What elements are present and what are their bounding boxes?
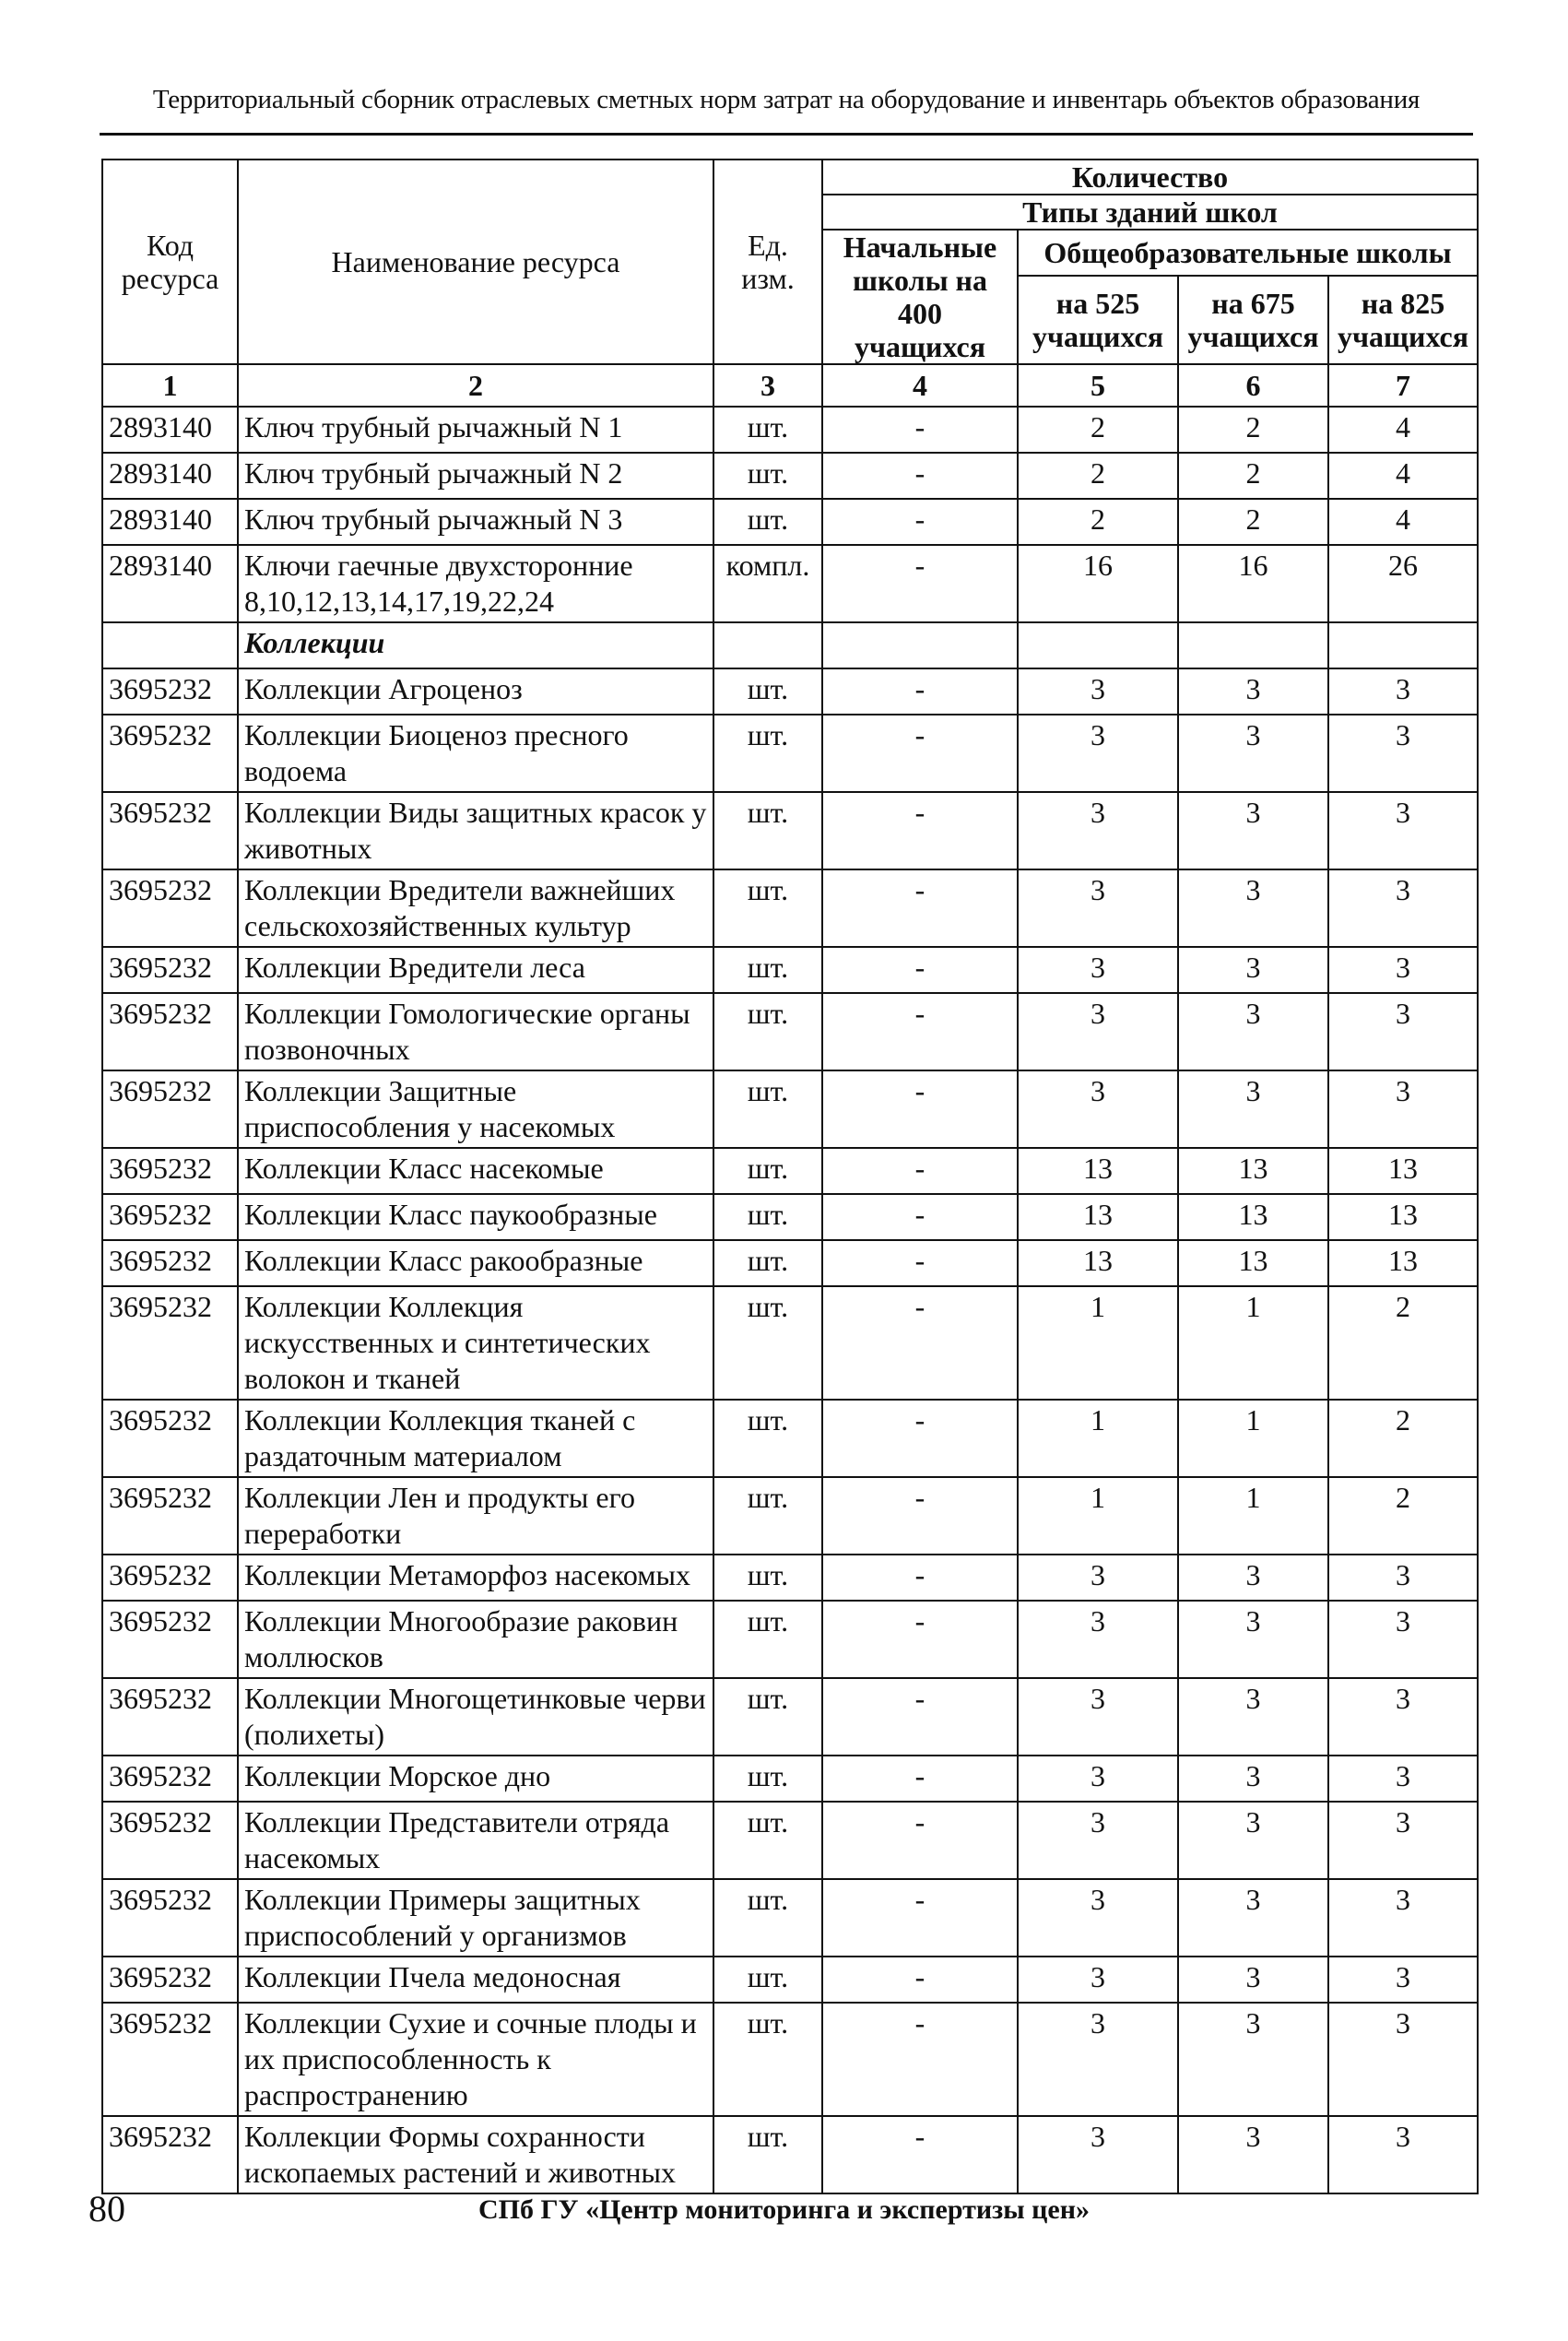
- cell-code: 3695232: [102, 2003, 238, 2116]
- cell-qty-675: 1: [1178, 1400, 1328, 1477]
- cell-name: Коллекции Гомологические органы позвоночных: [238, 993, 713, 1070]
- cell-name: Коллекции Коллекция искусственных и синтетических волокон и тканей: [238, 1286, 713, 1400]
- cell-code: 3695232: [102, 1070, 238, 1148]
- table-head: [102, 160, 1478, 407]
- cell-qty-825: 13: [1328, 1194, 1478, 1240]
- cell-unit: шт.: [713, 715, 822, 792]
- cell-qty-525: 3: [1018, 1601, 1178, 1678]
- cell-name: Коллекции Класс паукообразные: [238, 1194, 713, 1240]
- cell-qty-525: 16: [1018, 545, 1178, 622]
- cell-qty-825: 13: [1328, 1240, 1478, 1286]
- table-row: [102, 1879, 1478, 1957]
- cell-qty-675: 13: [1178, 1240, 1328, 1286]
- cell-unit: шт.: [713, 1070, 822, 1148]
- cell-unit: шт.: [713, 1194, 822, 1240]
- cell-qty-525: 13: [1018, 1148, 1178, 1194]
- table-row: [102, 947, 1478, 993]
- cell-name: Коллекции Многощетинковые черви (полихеты): [238, 1678, 713, 1756]
- head-general-675: на 675 учащихся: [1178, 276, 1328, 364]
- cell-qty-primary-400: -: [822, 947, 1018, 993]
- cell-qty-675: 3: [1178, 869, 1328, 947]
- cell-qty-675: 1: [1178, 1286, 1328, 1400]
- cell-unit: шт.: [713, 1802, 822, 1879]
- col-number: 3: [713, 364, 822, 407]
- cell-qty-825: 4: [1328, 499, 1478, 545]
- cell-unit: шт.: [713, 1286, 822, 1400]
- cell-unit: шт.: [713, 1555, 822, 1601]
- head-name: Наименование ресурса: [238, 160, 713, 364]
- cell-empty: [1018, 622, 1178, 668]
- cell-qty-primary-400: -: [822, 1601, 1018, 1678]
- cell-code: 3695232: [102, 1555, 238, 1601]
- cell-code: 2893140: [102, 453, 238, 499]
- cell-qty-825: 2: [1328, 1286, 1478, 1400]
- cell-code: 2893140: [102, 499, 238, 545]
- section-row: [102, 622, 1478, 668]
- cell-code: 3695232: [102, 2116, 238, 2193]
- cell-qty-825: 3: [1328, 2116, 1478, 2193]
- cell-code: 2893140: [102, 407, 238, 453]
- cell-name: Коллекции Виды защитных красок у животных: [238, 792, 713, 869]
- cell-qty-825: 4: [1328, 407, 1478, 453]
- table-row: [102, 1070, 1478, 1148]
- cell-code: 3695232: [102, 1477, 238, 1555]
- cell-qty-primary-400: -: [822, 1148, 1018, 1194]
- cell-qty-primary-400: -: [822, 1802, 1018, 1879]
- cell-qty-675: 1: [1178, 1477, 1328, 1555]
- cell-code: 3695232: [102, 1240, 238, 1286]
- col-number: 1: [102, 364, 238, 407]
- cell-qty-525: 1: [1018, 1286, 1178, 1400]
- cell-qty-primary-400: -: [822, 1286, 1018, 1400]
- table-row: [102, 1555, 1478, 1601]
- col-number: 5: [1018, 364, 1178, 407]
- table-row: [102, 2003, 1478, 2116]
- cell-qty-675: 2: [1178, 453, 1328, 499]
- cell-qty-primary-400: -: [822, 407, 1018, 453]
- cell-unit: шт.: [713, 1148, 822, 1194]
- cell-qty-525: 3: [1018, 1802, 1178, 1879]
- cell-qty-primary-400: -: [822, 2003, 1018, 2116]
- cell-unit: шт.: [713, 1678, 822, 1756]
- cell-qty-675: 13: [1178, 1194, 1328, 1240]
- cell-code: 3695232: [102, 1286, 238, 1400]
- cell-qty-primary-400: -: [822, 1555, 1018, 1601]
- cell-qty-525: 3: [1018, 2116, 1178, 2193]
- cell-qty-primary-400: -: [822, 668, 1018, 715]
- col-number: 4: [822, 364, 1018, 407]
- cell-code: 3695232: [102, 1400, 238, 1477]
- table-row: [102, 1802, 1478, 1879]
- cell-empty: [1328, 622, 1478, 668]
- norms-table: [101, 159, 1479, 2194]
- cell-qty-675: 3: [1178, 1601, 1328, 1678]
- cell-code: 3695232: [102, 993, 238, 1070]
- cell-qty-675: 3: [1178, 792, 1328, 869]
- cell-qty-525: 13: [1018, 1240, 1178, 1286]
- cell-qty-675: 3: [1178, 715, 1328, 792]
- cell-code: 3695232: [102, 1148, 238, 1194]
- table-row: [102, 1957, 1478, 2003]
- cell-qty-525: 3: [1018, 993, 1178, 1070]
- cell-unit: шт.: [713, 869, 822, 947]
- cell-unit: шт.: [713, 1601, 822, 1678]
- cell-qty-primary-400: -: [822, 792, 1018, 869]
- table-row: [102, 668, 1478, 715]
- cell-name: Коллекции Формы сохранности ископаемых растений и животных: [238, 2116, 713, 2193]
- cell-qty-675: 3: [1178, 1678, 1328, 1756]
- page-number: 80: [88, 2188, 125, 2229]
- table-row: [102, 1678, 1478, 1756]
- cell-qty-primary-400: -: [822, 993, 1018, 1070]
- cell-qty-525: 1: [1018, 1477, 1178, 1555]
- cell-qty-525: 3: [1018, 947, 1178, 993]
- cell-code: 3695232: [102, 1601, 238, 1678]
- cell-code: 3695232: [102, 1802, 238, 1879]
- table-row: [102, 1194, 1478, 1240]
- cell-qty-675: 3: [1178, 947, 1328, 993]
- cell-qty-525: 3: [1018, 1879, 1178, 1957]
- cell-qty-525: 3: [1018, 1957, 1178, 2003]
- table-row: [102, 499, 1478, 545]
- cell-name: Коллекции Агроценоз: [238, 668, 713, 715]
- cell-qty-675: 3: [1178, 1756, 1328, 1802]
- cell-qty-675: 2: [1178, 407, 1328, 453]
- cell-qty-675: 3: [1178, 1879, 1328, 1957]
- table-row: [102, 869, 1478, 947]
- head-general-525: на 525 учащихся: [1018, 276, 1178, 364]
- cell-empty: [822, 622, 1018, 668]
- cell-qty-675: 2: [1178, 499, 1328, 545]
- cell-qty-675: 3: [1178, 668, 1328, 715]
- cell-code: 3695232: [102, 1957, 238, 2003]
- cell-qty-primary-400: -: [822, 1240, 1018, 1286]
- head-code: Код ресурса: [102, 160, 238, 364]
- table-row: [102, 1400, 1478, 1477]
- cell-unit: шт.: [713, 2116, 822, 2193]
- cell-unit: шт.: [713, 668, 822, 715]
- cell-unit: шт.: [713, 993, 822, 1070]
- cell-qty-825: 3: [1328, 1957, 1478, 2003]
- page-header: Территориальный сборник отраслевых сметных норм затрат на оборудование и инвентарь объектов образования: [152, 85, 1421, 114]
- cell-qty-primary-400: -: [822, 869, 1018, 947]
- cell-qty-675: 3: [1178, 2116, 1328, 2193]
- cell-code: [102, 622, 238, 668]
- cell-name: Коллекции Класс ракообразные: [238, 1240, 713, 1286]
- header-divider: [100, 133, 1473, 136]
- cell-qty-825: 3: [1328, 947, 1478, 993]
- cell-qty-525: 2: [1018, 407, 1178, 453]
- table-row: [102, 1148, 1478, 1194]
- cell-name: Ключ трубный рычажный N 1: [238, 407, 713, 453]
- cell-code: 3695232: [102, 947, 238, 993]
- cell-unit: шт.: [713, 2003, 822, 2116]
- cell-qty-675: 13: [1178, 1148, 1328, 1194]
- cell-qty-825: 2: [1328, 1400, 1478, 1477]
- cell-name: Коллекции Метаморфоз насекомых: [238, 1555, 713, 1601]
- cell-qty-525: 2: [1018, 499, 1178, 545]
- cell-code: 3695232: [102, 1756, 238, 1802]
- cell-empty: [713, 622, 822, 668]
- cell-name: Коллекции Коллекция тканей с раздаточным материалом: [238, 1400, 713, 1477]
- cell-code: 3695232: [102, 792, 238, 869]
- cell-name: Коллекции Вредители леса: [238, 947, 713, 993]
- cell-qty-825: 3: [1328, 1678, 1478, 1756]
- cell-unit: шт.: [713, 1240, 822, 1286]
- cell-qty-525: 3: [1018, 869, 1178, 947]
- cell-qty-primary-400: -: [822, 1400, 1018, 1477]
- cell-qty-primary-400: -: [822, 1070, 1018, 1148]
- cell-qty-primary-400: -: [822, 715, 1018, 792]
- cell-qty-675: 16: [1178, 545, 1328, 622]
- cell-code: 3695232: [102, 715, 238, 792]
- cell-qty-825: 3: [1328, 668, 1478, 715]
- head-general-schools: Общеобразовательные школы: [1018, 230, 1478, 276]
- table-row: [102, 1477, 1478, 1555]
- table-row: [102, 1601, 1478, 1678]
- cell-qty-primary-400: -: [822, 1957, 1018, 2003]
- cell-code: 3695232: [102, 668, 238, 715]
- table-row: [102, 407, 1478, 453]
- cell-qty-825: 3: [1328, 715, 1478, 792]
- table-row: [102, 453, 1478, 499]
- cell-name: Коллекции Вредители важнейших сельскохозяйственных культур: [238, 869, 713, 947]
- cell-qty-525: 3: [1018, 1678, 1178, 1756]
- head-general-825: на 825 учащихся: [1328, 276, 1478, 364]
- cell-unit: шт.: [713, 1400, 822, 1477]
- cell-qty-525: 2: [1018, 453, 1178, 499]
- cell-qty-525: 3: [1018, 668, 1178, 715]
- table-row: [102, 2116, 1478, 2193]
- cell-qty-525: 3: [1018, 1555, 1178, 1601]
- table-row: [102, 1756, 1478, 1802]
- cell-name: Коллекции Морское дно: [238, 1756, 713, 1802]
- head-quantity: Количество: [822, 160, 1478, 195]
- cell-unit: шт.: [713, 792, 822, 869]
- cell-qty-825: 3: [1328, 869, 1478, 947]
- cell-code: 3695232: [102, 1678, 238, 1756]
- cell-unit: шт.: [713, 1879, 822, 1957]
- cell-code: 3695232: [102, 1194, 238, 1240]
- cell-qty-primary-400: -: [822, 1756, 1018, 1802]
- cell-unit: шт.: [713, 453, 822, 499]
- head-unit: Ед. изм.: [713, 160, 822, 364]
- cell-qty-675: 3: [1178, 1555, 1328, 1601]
- cell-code: 3695232: [102, 869, 238, 947]
- cell-qty-825: 3: [1328, 2003, 1478, 2116]
- cell-unit: шт.: [713, 1756, 822, 1802]
- section-title: Коллекции: [238, 622, 713, 668]
- table-body: [102, 407, 1478, 2193]
- cell-name: Коллекции Многообразие раковин моллюсков: [238, 1601, 713, 1678]
- cell-unit: шт.: [713, 1957, 822, 2003]
- cell-qty-525: 3: [1018, 792, 1178, 869]
- cell-qty-825: 3: [1328, 792, 1478, 869]
- table-row: [102, 715, 1478, 792]
- cell-qty-primary-400: -: [822, 453, 1018, 499]
- column-numbers-row: [102, 364, 1478, 407]
- cell-qty-825: 3: [1328, 1879, 1478, 1957]
- cell-qty-675: 3: [1178, 1957, 1328, 2003]
- cell-name: Ключи гаечные двухсторонние 8,10,12,13,14,17,19,22,24: [238, 545, 713, 622]
- cell-qty-525: 3: [1018, 715, 1178, 792]
- cell-qty-525: 3: [1018, 1070, 1178, 1148]
- cell-qty-primary-400: -: [822, 545, 1018, 622]
- cell-unit: шт.: [713, 407, 822, 453]
- table-row: [102, 1286, 1478, 1400]
- cell-qty-825: 2: [1328, 1477, 1478, 1555]
- page-footer: СПб ГУ «Центр мониторинга и экспертизы цен»: [477, 2194, 1091, 2225]
- cell-qty-825: 3: [1328, 1802, 1478, 1879]
- cell-qty-525: 3: [1018, 2003, 1178, 2116]
- cell-name: Коллекции Пчела медоносная: [238, 1957, 713, 2003]
- cell-qty-primary-400: -: [822, 1678, 1018, 1756]
- cell-qty-primary-400: -: [822, 1879, 1018, 1957]
- cell-qty-675: 3: [1178, 993, 1328, 1070]
- cell-qty-825: 3: [1328, 1555, 1478, 1601]
- cell-qty-525: 13: [1018, 1194, 1178, 1240]
- cell-name: Коллекции Представители отряда насекомых: [238, 1802, 713, 1879]
- cell-qty-675: 3: [1178, 1070, 1328, 1148]
- cell-qty-primary-400: -: [822, 1194, 1018, 1240]
- col-number: 6: [1178, 364, 1328, 407]
- cell-qty-525: 3: [1018, 1756, 1178, 1802]
- cell-qty-825: 3: [1328, 993, 1478, 1070]
- cell-empty: [1178, 622, 1328, 668]
- table-row: [102, 792, 1478, 869]
- cell-qty-825: 3: [1328, 1070, 1478, 1148]
- cell-unit: шт.: [713, 947, 822, 993]
- cell-unit: шт.: [713, 499, 822, 545]
- cell-name: Ключ трубный рычажный N 3: [238, 499, 713, 545]
- cell-unit: шт.: [713, 1477, 822, 1555]
- cell-qty-825: 4: [1328, 453, 1478, 499]
- cell-code: 2893140: [102, 545, 238, 622]
- cell-qty-primary-400: -: [822, 1477, 1018, 1555]
- cell-qty-825: 3: [1328, 1601, 1478, 1678]
- cell-unit: компл.: [713, 545, 822, 622]
- cell-qty-primary-400: -: [822, 499, 1018, 545]
- cell-qty-825: 26: [1328, 545, 1478, 622]
- cell-qty-primary-400: -: [822, 2116, 1018, 2193]
- cell-name: Коллекции Биоценоз пресного водоема: [238, 715, 713, 792]
- table-row: [102, 993, 1478, 1070]
- cell-qty-825: 3: [1328, 1756, 1478, 1802]
- cell-name: Коллекции Защитные приспособления у насекомых: [238, 1070, 713, 1148]
- table-row: [102, 1240, 1478, 1286]
- table-row: [102, 545, 1478, 622]
- cell-name: Коллекции Класс насекомые: [238, 1148, 713, 1194]
- cell-qty-675: 3: [1178, 2003, 1328, 2116]
- cell-code: 3695232: [102, 1879, 238, 1957]
- cell-name: Ключ трубный рычажный N 2: [238, 453, 713, 499]
- col-number: 7: [1328, 364, 1478, 407]
- cell-name: Коллекции Примеры защитных приспособлений у организмов: [238, 1879, 713, 1957]
- head-primary-400: Начальные школы на 400 учащихся: [822, 230, 1018, 364]
- cell-qty-675: 3: [1178, 1802, 1328, 1879]
- cell-qty-525: 1: [1018, 1400, 1178, 1477]
- cell-name: Коллекции Сухие и сочные плоды и их приспособленность к распространению: [238, 2003, 713, 2116]
- head-building-types: Типы зданий школ: [822, 195, 1478, 230]
- cell-qty-825: 13: [1328, 1148, 1478, 1194]
- col-number: 2: [238, 364, 713, 407]
- cell-name: Коллекции Лен и продукты его переработки: [238, 1477, 713, 1555]
